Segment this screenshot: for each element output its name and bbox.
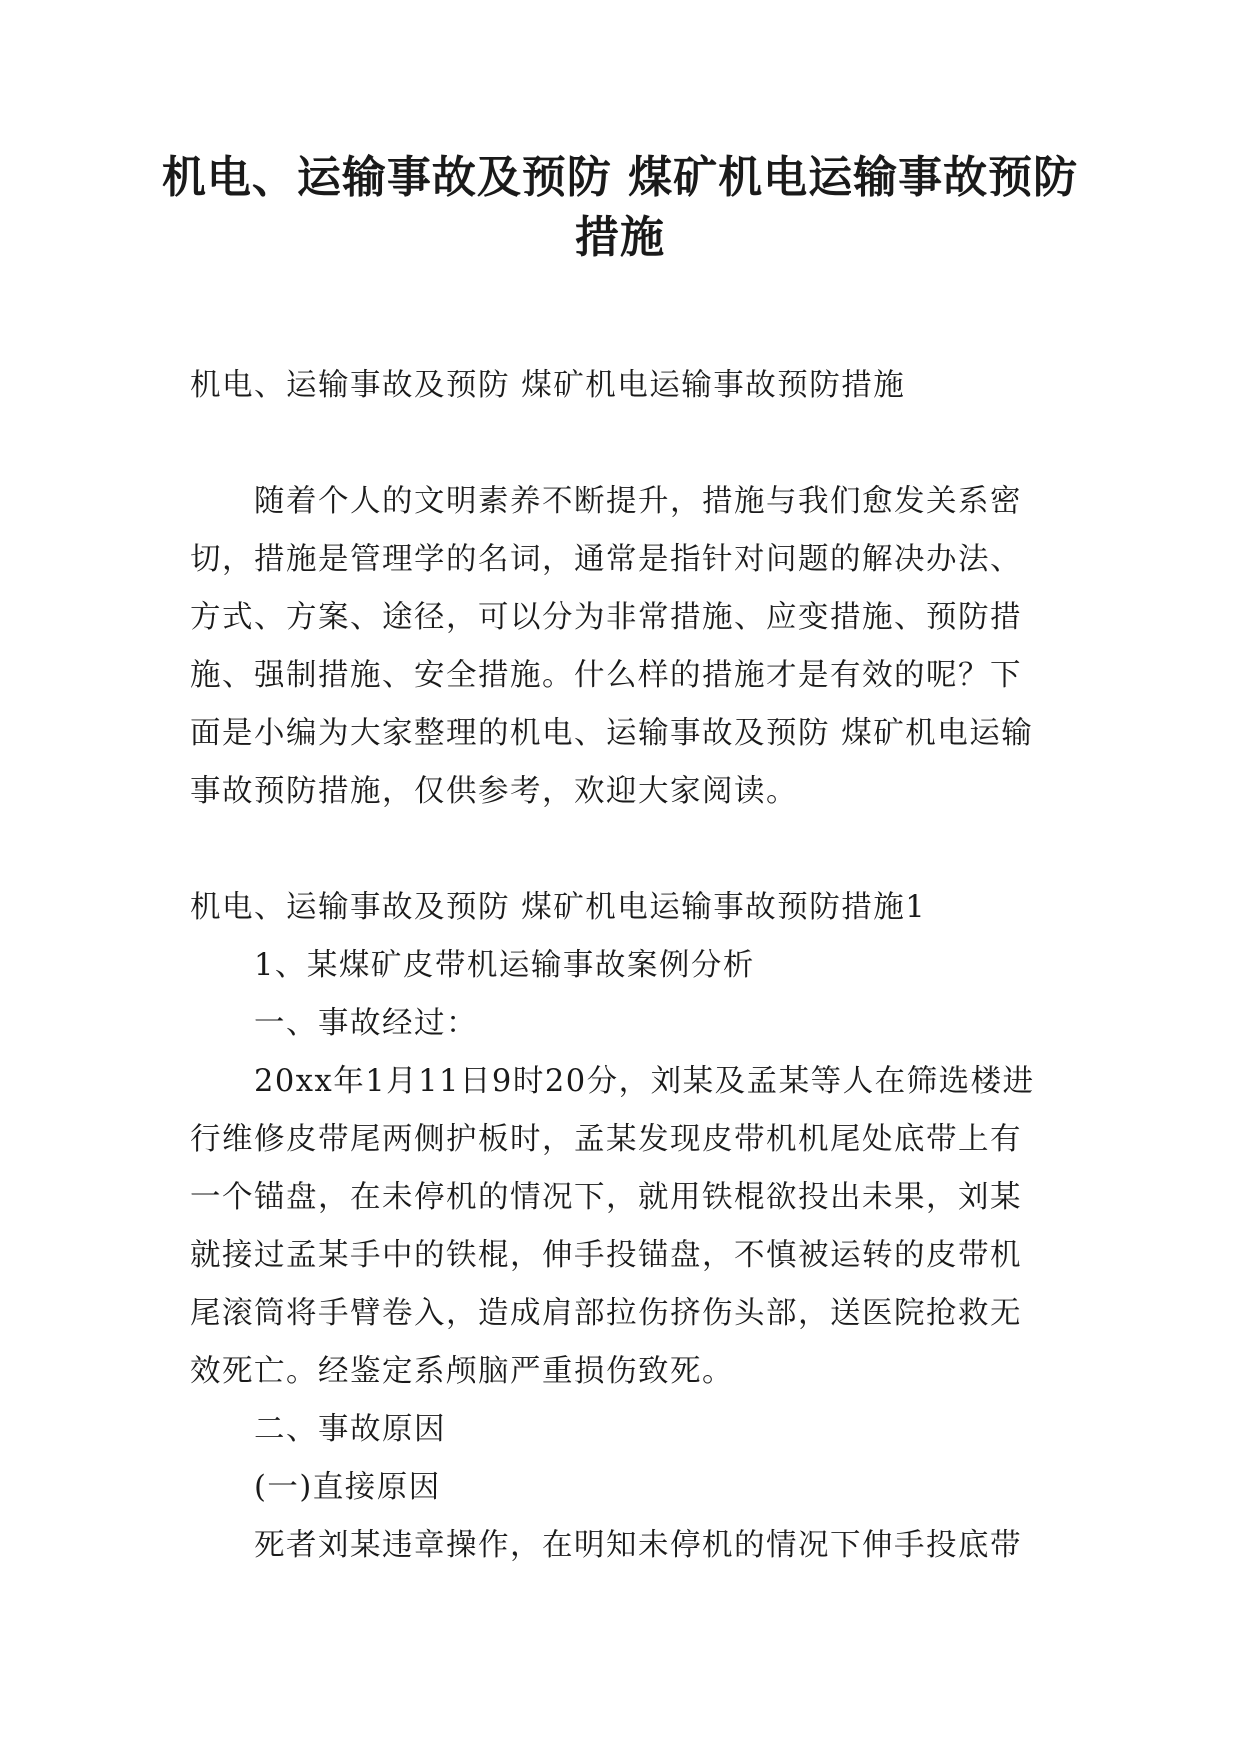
case-title: 1、某煤矿皮带机运输事故案例分析 [254, 948, 755, 983]
section-title: 机电、运输事故及预防 煤矿机电运输事故预防措施1 [190, 890, 927, 925]
direct-cause-heading: (一)直接原因 [254, 1470, 441, 1505]
document-body [190, 357, 1050, 1575]
intro-paragraph: 随着个人的文明素养不断提升，措施与我们愈发关系密切，措施是管理学的名词，通常是指针对问题的解决办法、方式、方案、途径，可以分为非常措施、应变措施、预防措施、强制措施、安全措施。什么样的措施才是有效的呢？下面是小编为大家整理的机电、运输事故及预防 煤矿机电运输事故预防措施，仅供参考，欢迎大家阅读。 [190, 484, 1034, 809]
process-paragraph: 20xx年1月11日9时20分，刘某及孟某等人在筛选楼进行维修皮带尾两侧护板时，孟某发现皮带机机尾处底带上有一个锚盘，在未停机的情况下，就用铁棍欲投出未果，刘某就接过孟某手中的铁棍，伸手投锚盘，不慎被运转的皮带机尾滚筒将手臂卷入，造成肩部拉伤挤伤头部，送医院抢救无效死亡。经鉴定系颅脑严重损伤致死。 [190, 1064, 1035, 1389]
direct-cause-paragraph: 死者刘某违章操作，在明知未停机的情况下伸手投底带 [254, 1528, 1022, 1563]
heading-repeat: 机电、运输事故及预防 煤矿机电运输事故预防措施 [190, 368, 906, 403]
document-title: 机电、运输事故及预防 煤矿机电运输事故预防措施 [161, 152, 1079, 263]
cause-heading: 二、事故原因 [254, 1412, 446, 1447]
process-heading: 一、事故经过： [254, 1006, 478, 1041]
